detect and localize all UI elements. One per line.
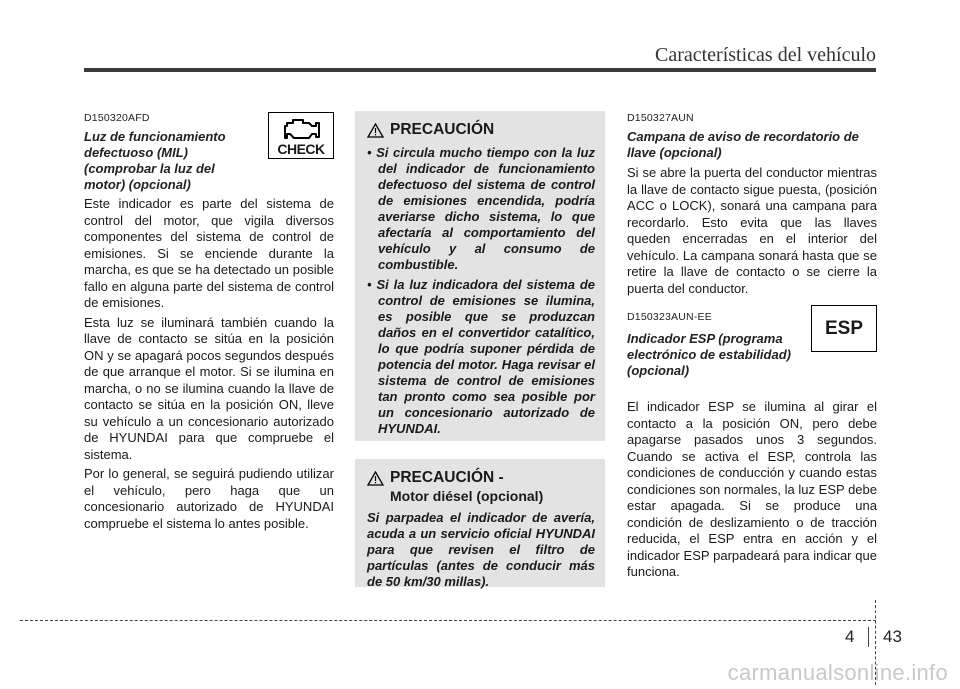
warning-triangle-icon: [367, 123, 384, 138]
engine-icon: [281, 117, 323, 141]
caution-box-diesel: [355, 459, 605, 587]
warning-triangle-icon: [367, 471, 384, 486]
caution-bullet: • Si la luz indicadora del sistema de control de emisiones se ilumina, es posible que se produzcan daños en el convertidor catalítico, lo que podría suponer pérdida de potencia del motor. Haga revisar el sistema de control de emisiones tan pronto como sea posible por un concesionario autorizado de HYUNDAI.: [367, 277, 595, 436]
engine-check-icon: [268, 112, 334, 159]
section-code: D150323AUN-EE: [627, 311, 712, 323]
section-heading: Luz de funcionamiento defectuoso (MIL) (comprobar la luz del motor) (opcional): [84, 129, 226, 192]
paragraph: Por lo general, se seguirá pudiendo utilizar el vehículo, pero haga que un concesionario autorizado de HYUNDAI compruebe el sistema lo antes posible.: [84, 466, 334, 531]
chapter-number: 4: [845, 627, 855, 646]
page-separator: [868, 627, 869, 647]
page-number: 43: [883, 627, 902, 646]
paragraph: Si se abre la puerta del conductor mientras la llave de contacto sigue puesta, (posición ACC o LOCK), sonará una campana para recordarlo. Esto evita que las llaves queden encerradas en el interior del vehículo. La campana sonará hasta que se retire la llave de contacto o se cierre la puerta del conductor.: [627, 165, 877, 296]
watermark: carmanualsonline.info: [727, 660, 948, 685]
esp-icon: [811, 305, 877, 352]
caution-bullet-text: Si circula mucho tiempo con la luz del indicador de funcionamiento defectuoso del sistema de control de emisiones encendida, podría averiarse dicho sistema, lo que afectaría al comportamiento del vehículo y al consumo de combustible.: [376, 145, 595, 272]
paragraph: Este indicador es parte del sistema de control del motor, que vigila diversos componentes del sistema de control de emisiones. Si se enciende durante la marcha, es que se ha detectado un posible fallo en alguna parte del sistema de control de emisiones.: [84, 196, 334, 310]
left-column: [84, 112, 334, 532]
caution-bullet: • Si circula mucho tiempo con la luz del indicador de funcionamiento defectuoso del sistema de control de emisiones encendida, podría averiarse dicho sistema, lo que afectaría al comportamiento del vehículo y al consumo de combustible.: [367, 145, 595, 272]
section-heading: Indicador ESP (programa electrónico de estabilidad) (opcional): [627, 331, 791, 378]
section-code: D150320AFD: [84, 112, 150, 124]
esp-label: ESP: [824, 317, 864, 339]
section-code: D150327AUN: [627, 112, 694, 124]
page-header-title: Características del vehículo: [654, 44, 876, 66]
caution-box: [355, 111, 605, 441]
caution-subtitle: Motor diésel (opcional): [390, 488, 544, 504]
caution-title: PRECAUCIÓN -: [390, 469, 504, 486]
caution-title: PRECAUCIÓN: [390, 121, 495, 138]
header-rule: [84, 68, 876, 72]
paragraph: El indicador ESP se ilumina al girar el contacto a la posición ON, pero debe apagarse pasados unos 3 segundos. Cuando se activa el ESP, controla las condiciones de conducción y cuando estas condiciones son normales, la luz ESP debe estar apagada. Si se produce una condición de deslizamiento o de tracción reducida, el ESP entra en acción y el indicador ESP parpadeará para indicar que funciona.: [627, 399, 877, 579]
footer-rule: [20, 620, 876, 621]
right-column: [627, 112, 877, 581]
caution-bullet-text: Si la luz indicadora del sistema de control de emisiones se ilumina, es posible que se produzcan daños en el convertidor catalítico, lo que podría suponer pérdida de potencia del motor. Haga revisar el sistema de control de emisiones tan pronto como sea posible por un concesionario autorizado de HYUNDAI.: [376, 277, 595, 436]
paragraph: Esta luz se iluminará también cuando la llave de contacto se sitúa en la posición ON y se apagará pocos segundos después de que arranque el motor. Si se ilumina en marcha, o no se ilumina cuando la llave de contacto se sitúa en la posición ON, lleve su vehículo a un concesionario autorizado de HYUNDAI para que compruebe el sistema.: [84, 314, 334, 462]
check-label: CHECK: [277, 141, 325, 157]
section-heading: Campana de aviso de recordatorio de llave (opcional): [627, 129, 859, 160]
caution-text: Si parpadea el indicador de avería, acuda a un servicio oficial HYUNDAI para que revisen el filtro de partículas (antes de conducir más de 50 km/30 millas).: [367, 510, 595, 589]
